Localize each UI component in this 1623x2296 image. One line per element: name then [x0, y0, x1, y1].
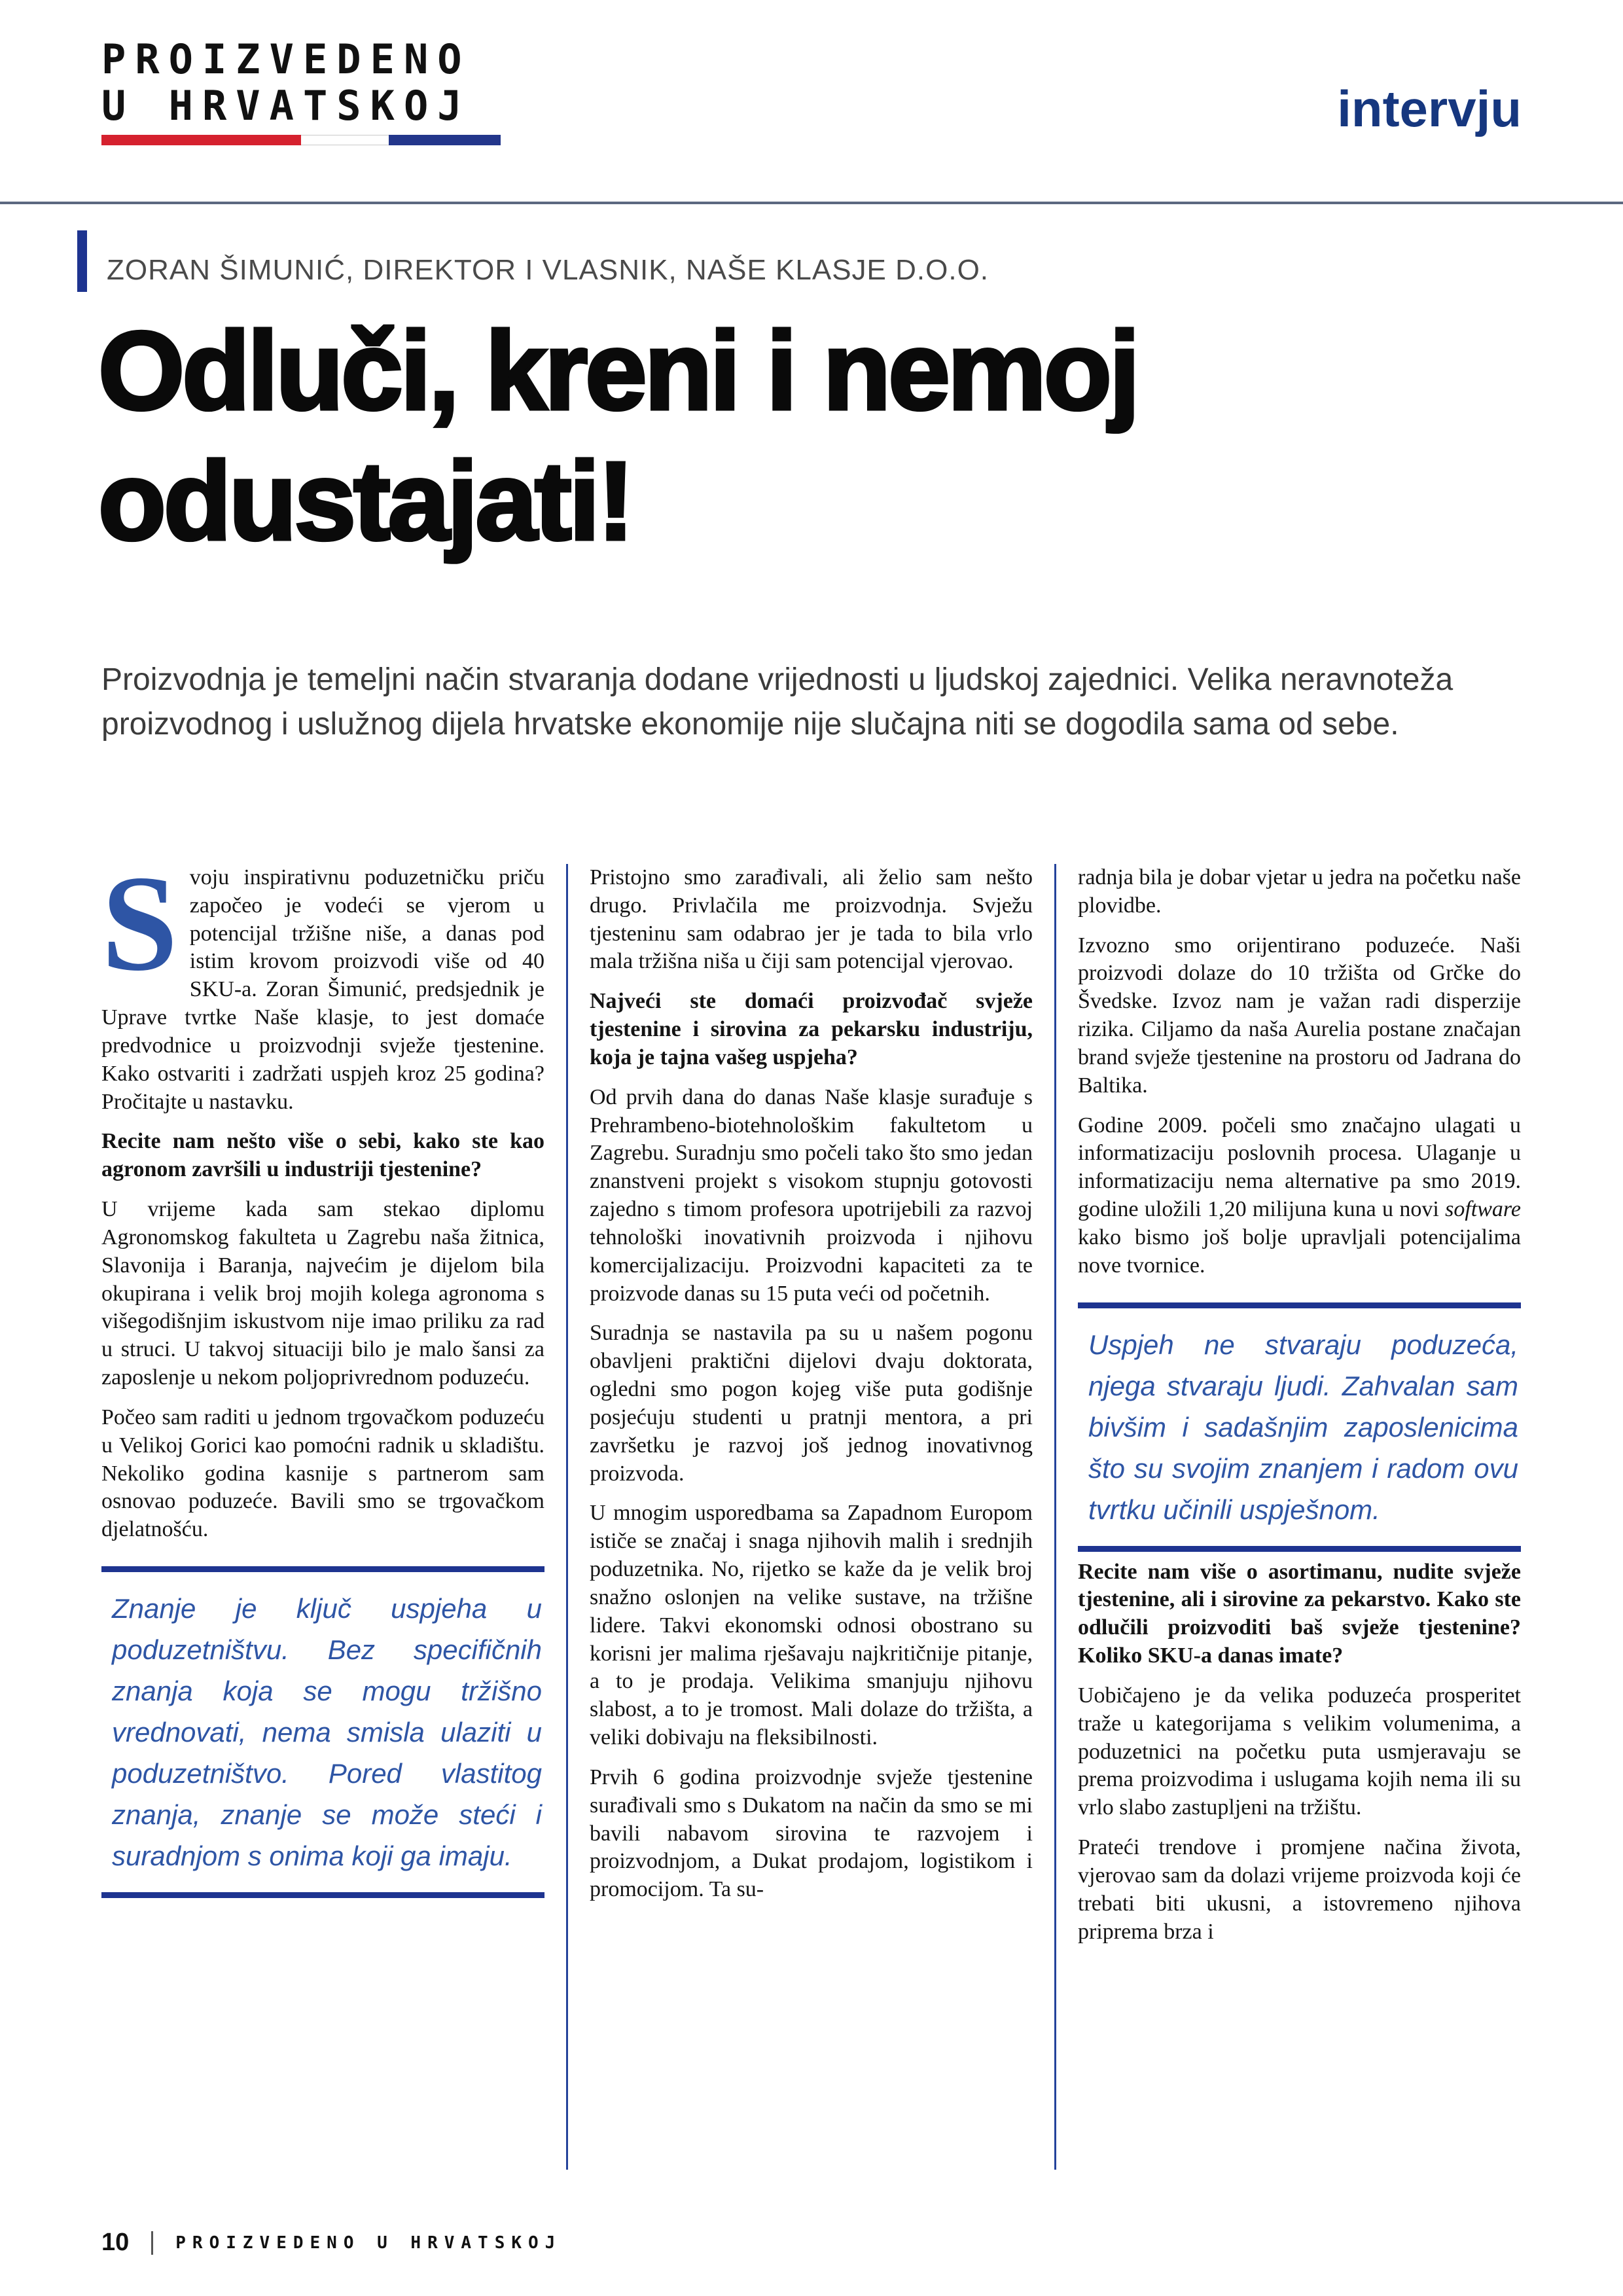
pull-quote-bottom-bar: [101, 1892, 544, 1898]
masthead: [101, 36, 1522, 145]
column-divider: [1054, 864, 1056, 2170]
page-number: 10: [101, 2229, 130, 2256]
flag-white-segment: [301, 135, 389, 145]
headline-line-2: odustajati!: [98, 439, 632, 564]
column-1: [101, 864, 544, 2170]
body-paragraph: Prateći trendove i promjene načina života, vjerovao sam da dolazi vrijeme proizvoda koji će trebati biti ukusni, a istovremeno njihova priprema brza i: [1078, 1835, 1521, 1944]
croatian-flag-stripe-icon: [101, 135, 501, 145]
body-paragraph: [1078, 1112, 1521, 1280]
footer-divider: [151, 2231, 153, 2255]
section-label: intervju: [1337, 79, 1522, 137]
kicker-text: ZORAN ŠIMUNIĆ, DIREKTOR I VLASNIK, NAŠE KLASJE D.O.O.: [107, 254, 990, 286]
body-paragraph: Prvih 6 godina proizvodnje svježe tjestenine surađivali smo s Dukatom na način da smo se mi bavili nabavom sirovina te razvojem i proizvodnjom, a Dukat prodajom, logistikom i promocijom. Ta su-: [590, 1765, 1033, 1902]
intro-text: voju inspirativnu poduzetničku priču započeo je vodeći se vjerom u potencijal tržišne niše, a danas pod istim krovom proizvodi više od 40 SKU-a. Zoran Šimunić, predsjednik je Uprave tvrtke Naše klasje, to jest domaće predvodnice u proizvodnji svježe tjestenine. Kako ostvariti i zadržati uspjeh kroz 25 godina? Pročitajte u nastavku.: [101, 865, 544, 1114]
footer-brand: PROIZVEDENO U HRVATSKOJ: [175, 2233, 562, 2253]
pull-quote: [101, 1566, 544, 1898]
drop-cap: S: [101, 864, 178, 999]
lede-paragraph: Proizvodnja je temeljni način stvaranja dodane vrijednosti u ljudskoj zajednici. Velika neravnoteža proizvodnog i uslužnog dijela hrvatske ekonomije nije slučajna niti se dogodila sama od sebe.: [101, 662, 1454, 742]
pull-quote-bottom-bar: [1078, 1546, 1521, 1552]
body-paragraph: radnja bila je dobar vjetar u jedra na početku naše plovidbe.: [1078, 865, 1521, 918]
flag-blue-segment: [389, 135, 501, 145]
italic-word: software: [1445, 1197, 1521, 1222]
kicker: [77, 230, 989, 292]
body-paragraph: Izvozno smo orijentirano poduzeće. Naši proizvodi dolaze do 10 tržišta od Grčke do Švedske. Izvoz nam je važan radi disperzije rizika. Ciljamo da naša Aurelia postane značajan brand svježe tjestenine na prostoru od Jadrana do Baltika.: [1078, 933, 1521, 1098]
body-paragraph: Uobičajeno je da velika poduzeća prosperitet traže u kategorijama s velikim volumenima, a poduzetnici na početku puta usmjeravaju se prema proizvodima i uslugama kojih nema ili su vrlo slabo zastupljeni na tržištu.: [1078, 1683, 1521, 1820]
headline-line-1: Odluči, kreni i nemoj: [98, 309, 1138, 433]
kicker-bar: [77, 230, 87, 292]
page-footer: [101, 2229, 562, 2257]
body-text: kako bismo još bolje upravljali potencijalima nove tvornice.: [1078, 1225, 1521, 1278]
interview-question: Recite nam više o asortimanu, nudite svježe tjestenine, ali i sirovine za pekarstvo. Kako ste odlučili proizvoditi baš svježe tjestenine? Koliko SKU-a danas imate?: [1078, 1559, 1521, 1668]
header-rule: [0, 202, 1623, 204]
body-text: Godine 2009. počeli smo značajno ulagati u informatizaciju poslovnih procesa. Ulaganje u informatizaciju nema alternative pa smo 2019. godine uložili 1,20 milijuna kuna u novi: [1078, 1113, 1521, 1222]
pull-quote-top-bar: [1078, 1302, 1521, 1308]
body-paragraph: Od prvih dana do danas Naše klasje surađuje s Prehrambeno-biotehnološkim fakultetom u Zagrebu. Suradnju smo počeli tako što smo jedan znanstveni projekt s visokom stupnju gotovosti zajedno s timom profesora upotrijebili za razvoj tehnološki inovativnih proizvoda i njihovu komercijalizaciju. Proizvodni kapaciteti za te proizvode danas su 15 puta veći od početnih.: [590, 1085, 1033, 1306]
flag-red-segment: [101, 135, 301, 145]
pull-quote-text: Uspjeh ne stvaraju poduzeća, njega stvaraju ljudi. Zahvalan sam bivšim i sadašnjim zaposlenicima što su svojim znanjem i radom ovu tvrtku učinili uspješnom.: [1088, 1329, 1518, 1525]
column-3: [1078, 864, 1521, 2170]
headline: [98, 306, 1544, 567]
pull-quote-text: Znanje je ključ uspjeha u poduzetništvu. Bez specifičnih znanja koja se mogu tržišno vrednovati, nema smisla ulaziti u poduzetništvo. Pored vlastitog znanja, znanje se može steći i suradnjom s onima koji ga imaju.: [112, 1593, 542, 1872]
body-paragraph: U vrijeme kada sam stekao diplomu Agronomskog fakulteta u Zagrebu naša žitnica, Slavonija i Baranja, najvećim je dijelom bila okupirana i velik broj mojih kolega agronoma s višegodišnjim iskustvom nije imao priliku za rad u struci. U takvoj situaciji bilo je malo šansi za zaposlenje u nekom poljoprivrednom poduzeću.: [101, 1197, 544, 1390]
brand-logo: [101, 36, 501, 145]
body-paragraph: Počeo sam raditi u jednom trgovačkom poduzeću u Velikoj Gorici kao pomoćni radnik u skladištu. Nekoliko godina kasnije s partnerom sam osnovao poduzeće. Bavili smo se trgovačkom djelatnošću.: [101, 1405, 544, 1542]
body-paragraph: Pristojno smo zarađivali, ali želio sam nešto drugo. Privlačila me proizvodnja. Svježu tjesteninu sam odabrao jer je tada to bila vrlo mala tržišna niša u čiji sam potencijal vjerovao.: [590, 865, 1033, 974]
interview-question: Recite nam nešto više o sebi, kako ste kao agronom završili u industriji tjestenine?: [101, 1129, 544, 1182]
logo-line-2: U HRVATSKOJ: [101, 82, 471, 130]
body-paragraph: Suradnja se nastavila pa su u našem pogonu obavljeni praktični dijelovi dvaju doktorata, ogledni smo pogon kojeg više puta godišnje posjećuju studenti u pratnji mentora, a pri završetku je razvoj još jednog inovativnog proizvoda.: [590, 1321, 1033, 1486]
interview-question: Najveći ste domaći proizvođač svježe tjestenine i sirovina za pekarsku industriju, koja je tajna vašeg uspjeha?: [590, 989, 1033, 1069]
column-2: [590, 864, 1033, 2170]
body-paragraph: U mnogim usporedbama sa Zapadnom Europom ističe se značaj i snaga njihovih malih i srednjih poduzetnika. No, rijetko se kaže da je velik broj snažno oslonjen na velike sustave, na tržišne lidere. Takvi ekonomski odnosi obostrano su korisni jer malima rješavaju najkritičnije pitanje, a to je prodaja. Velikima smanjuju njihovu slabost, a to je tromost. Mali dolaze do tržišta, a veliki dobivaju na fleksibilnosti.: [590, 1501, 1033, 1750]
article-columns: [101, 864, 1522, 2170]
pull-quote: [1078, 1302, 1521, 1552]
pull-quote-top-bar: [101, 1566, 544, 1572]
intro-paragraph: [101, 864, 544, 1116]
column-divider: [566, 864, 568, 2170]
logo-line-1: PROIZVEDENO: [101, 35, 471, 83]
